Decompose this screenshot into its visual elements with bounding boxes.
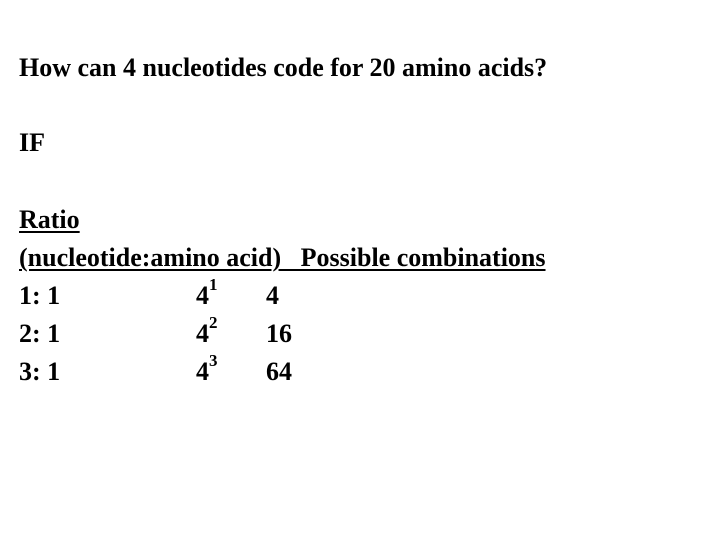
slide-title: How can 4 nucleotides code for 20 amino acids? <box>19 53 548 82</box>
ratio-table <box>19 201 546 391</box>
combinations-cell: 4 <box>266 281 279 310</box>
power-cell <box>196 315 218 353</box>
power-exponent: 2 <box>209 313 218 333</box>
combinations-cell: 16 <box>266 319 292 348</box>
if-label: IF <box>19 128 45 157</box>
table-row <box>19 277 546 315</box>
power-exponent: 1 <box>209 275 218 295</box>
power-cell <box>196 277 218 315</box>
ratio-cell: 2: 1 <box>19 319 61 348</box>
power-exponent: 3 <box>209 351 218 371</box>
power-base: 4 <box>196 357 209 386</box>
ratio-cell: 1: 1 <box>19 281 61 310</box>
table-row <box>19 353 546 391</box>
power-cell <box>196 353 218 391</box>
table-row <box>19 315 546 353</box>
ratio-header: Ratio <box>19 205 80 234</box>
power-base: 4 <box>196 281 209 310</box>
table-header-line-1 <box>19 201 546 239</box>
power-base: 4 <box>196 319 209 348</box>
ratio-cell: 3: 1 <box>19 357 61 386</box>
combinations-cell: 64 <box>266 357 292 386</box>
table-header-line-2 <box>19 239 546 277</box>
ratio-column-header: (nucleotide:amino acid) Possible combinations <box>19 243 546 272</box>
